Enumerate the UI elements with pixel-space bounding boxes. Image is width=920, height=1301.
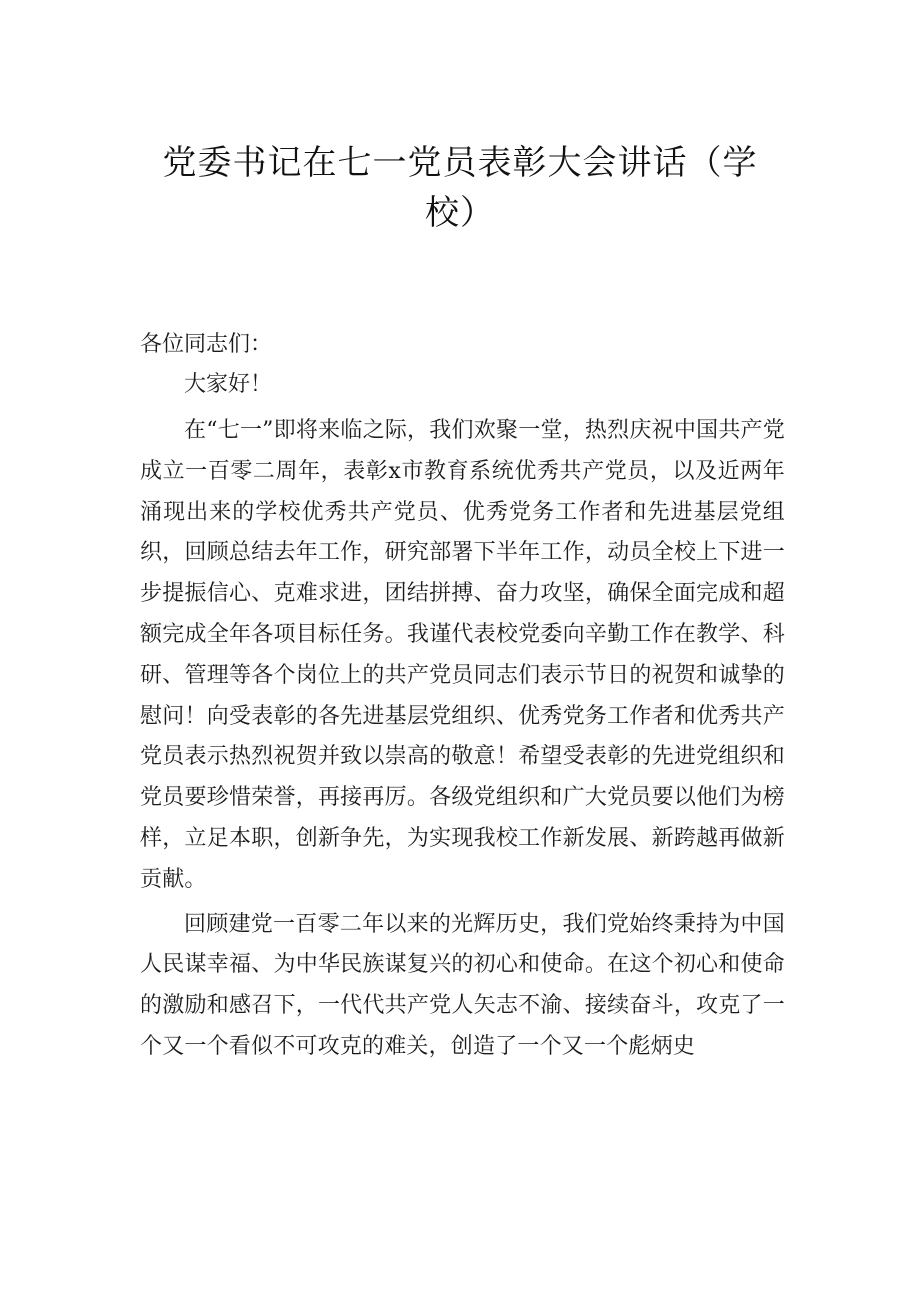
document-title-line-2: 校） <box>425 193 495 233</box>
document-body <box>140 325 785 1068</box>
body-paragraph-1: 在“七一”即将来临之际，我们欢聚一堂，热烈庆祝中国共产党成立一百零二周年，表彰x市教育系统优秀共产党员，以及近两年涌现出来的学校优秀共产党员、优秀党务工作者和先进基层党组织，回顾总结去年工作，研究部署下半年工作，动员全校上下进一步提振信心、克难求进，团结拼搏、奋力攻坚，确保全面完成和超额完成全年各项目标任务。我谨代表校党委向辛勤工作在教学、科研、管理等各个岗位上的共产党员同志们表示节日的祝贺和诚挚的慰问！向受表彰的各先进基层党组织、优秀党务工作者和优秀共产党员表示热烈祝贺并致以崇高的敬意！希望受表彰的先进党组织和党员要珍惜荣誉，再接再厉。各级党组织和广大党员要以他们为榜样，立足本职，创新争先，为实现我校工作新发展、新跨越再做新贡献。 <box>140 418 785 892</box>
document-title-line-1: 党委书记在七一党员表彰大会讲话（学 <box>162 143 758 183</box>
greeting: 大家好！ <box>184 372 273 397</box>
salutation: 各位同志们： <box>140 332 273 357</box>
body-paragraph-2: 回顾建党一百零二年以来的光辉历史，我们党始终秉持为中国人民谋幸福、为中华民族谋复兴的初心和使命。在这个初心和使命的激励和感召下，一代代共产党人矢志不渝、接续奋斗，攻克了一个又一个看似不可攻克的难关，创造了一个又一个彪炳史 <box>140 911 785 1059</box>
